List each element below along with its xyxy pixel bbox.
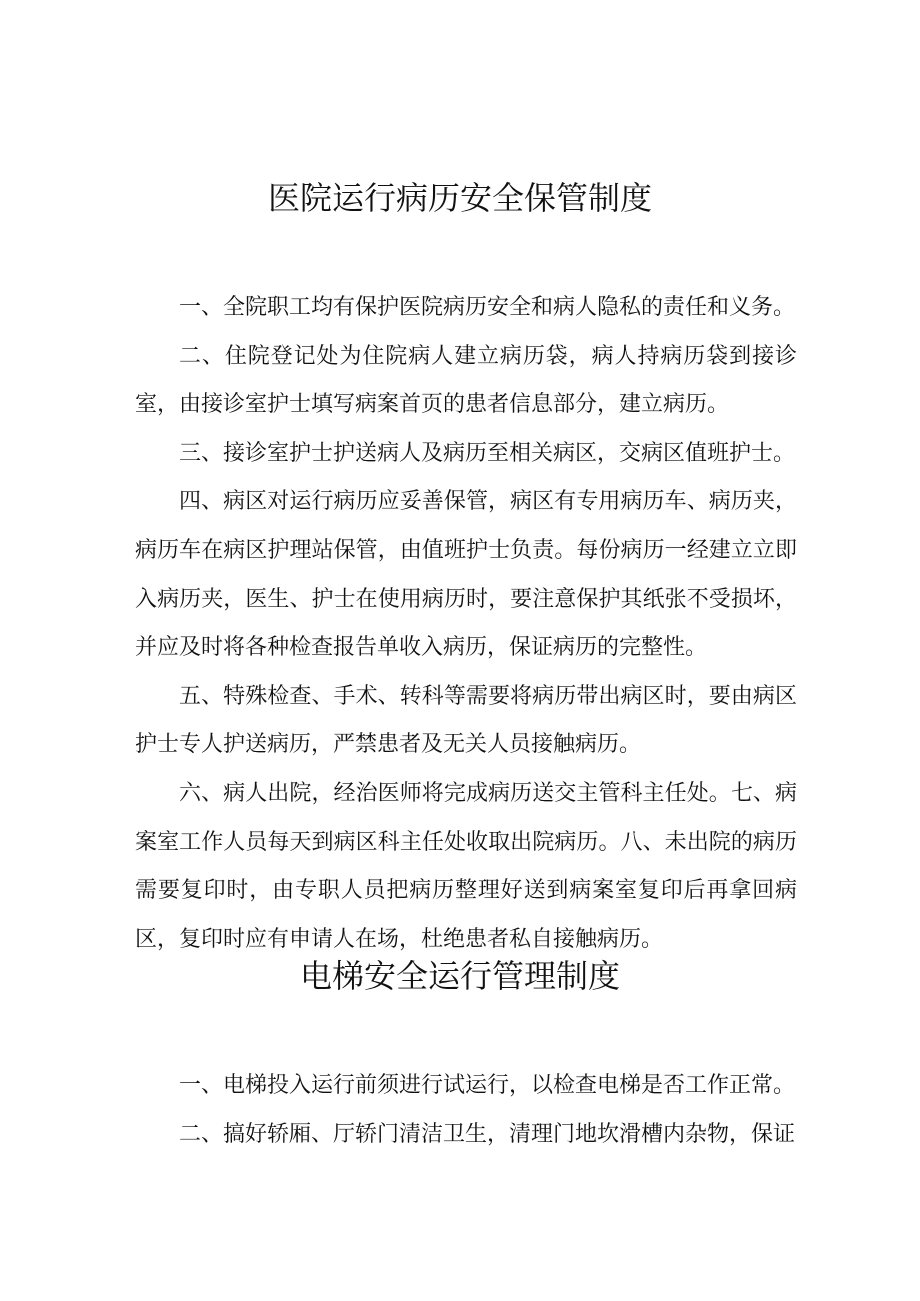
paragraph-4: 四、病区对运行病历应妥善保管，病区有专用病历车、病历夹，病历车在病区护理站保管，由值班护士负责。每份病历一经建立立即入病历夹，医生、护士在使用病历时，要注意保护其纸张不受损坏，并应及时将各种检查报告单收入病历，保证病历的完整性。 (135, 489, 797, 661)
document-body-elevator (135, 1062, 797, 1159)
paragraph-5: 五、特殊检查、手术、转科等需要将病历带出病区时，要由病区护士专人护送病历，严禁患者及无关人员接触病历。 (135, 683, 797, 758)
document-title: 医院运行病历安全保管制度 (267, 179, 652, 217)
paragraph-2: 二、住院登记处为住院病人建立病历袋，病人持病历袋到接诊室，由接诊室护士填写病案首页的患者信息部分，建立病历。 (135, 343, 797, 418)
paragraph-2: 二、搞好轿厢、厅轿门清洁卫生，清理门地坎滑槽内杂物，保证 (179, 1121, 796, 1147)
paragraph-1: 一、全院职工均有保护医院病历安全和病人隐私的责任和义务。 (179, 295, 796, 320)
paragraph-1: 一、电梯投入运行前须进行试运行，以检查电梯是否工作正常。 (179, 1073, 796, 1098)
paragraph-6: 六、病人出院，经治医师将完成病历送交主管科主任处。七、病案室工作人员每天到病区科主任处收取出院病历。八、未出院的病历需要复印时，由专职人员把病历整理好送到病案室复印后再拿回病区，复印时应有申请人在场，杜绝患者私自接触病历。 (135, 780, 797, 952)
document-body-medical-records (135, 284, 797, 964)
paragraph-3: 三、接诊室护士护送病人及病历至相关病区，交病区值班护士。 (179, 440, 796, 466)
section-title: 电梯安全运行管理制度 (299, 957, 620, 995)
